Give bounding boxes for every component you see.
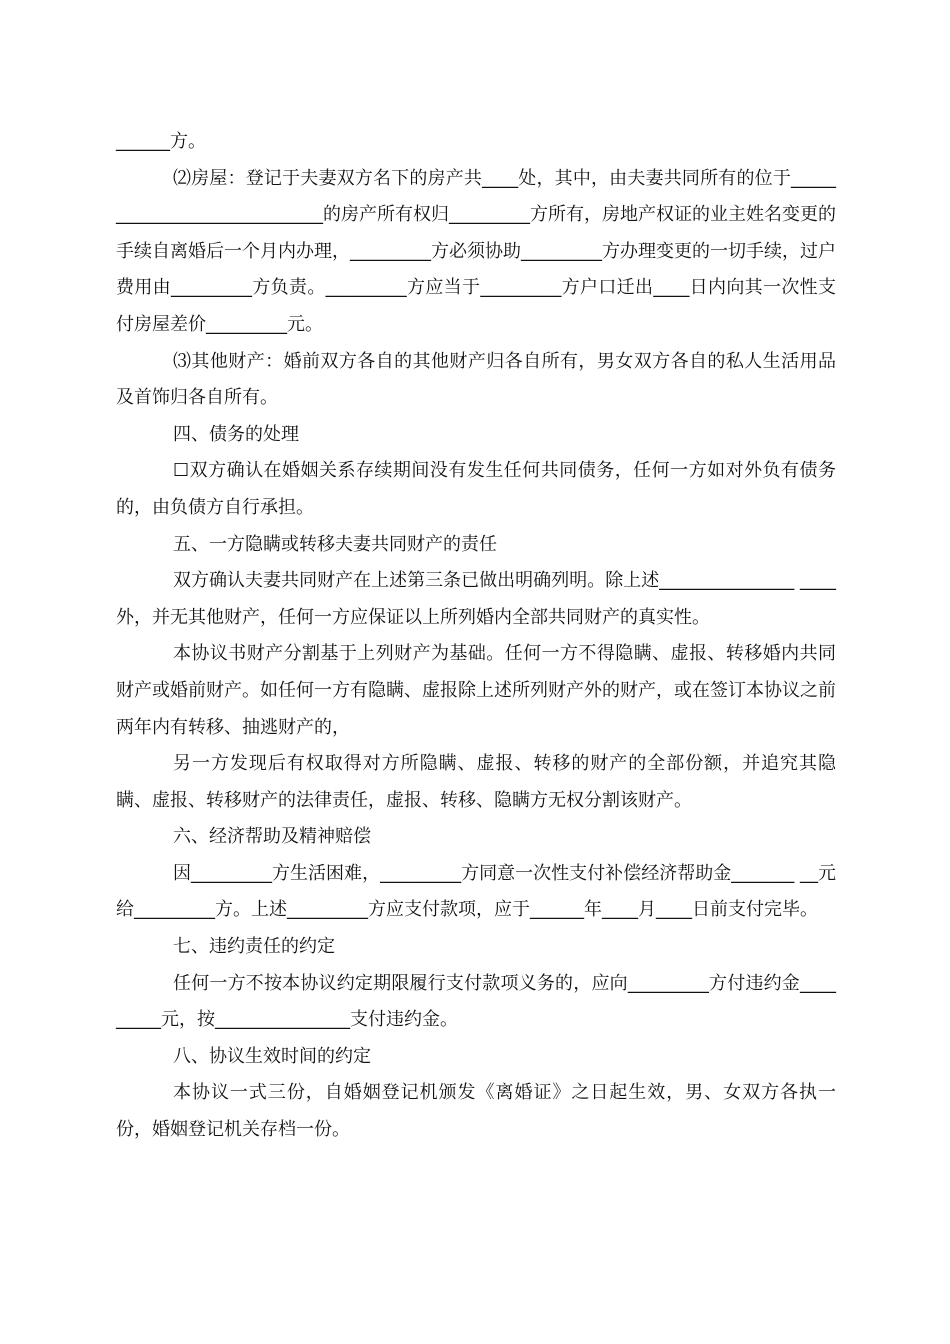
section-heading-compensation: 六、经济帮助及精神赔偿 <box>173 826 371 848</box>
paragraph-breach: 任何一方不按本协议约定期限履行支付款项义务的，应向_________方付违约金_________元，按_______________支付违约金。 <box>116 972 836 1031</box>
paragraph-party-line: ______方。 <box>116 131 206 152</box>
paragraph-effective-date: 本协议一式三份，自婚姻登记机颁发《离婚证》之日起生效，男、女双方各执一份，婚姻登记机关存档一份。 <box>116 1082 836 1141</box>
document-body <box>116 124 836 1149</box>
paragraph-debts: ☐双方确认在婚姻关系存续期间没有发生任何共同债务，任何一方如对外负有债务的，由负债方自行承担。 <box>116 460 836 518</box>
section-heading-effective-date: 八、协议生效时间的约定 <box>173 1045 371 1067</box>
paragraph-other-property: ⑶其他财产：婚前双方各自的其他财产归各自所有，男女双方各自的私人生活用品及首饰归各自所有。 <box>116 350 836 409</box>
paragraph-compensation: 因_________方生活困难，_________方同意一次性支付补偿经济帮助金_______ __元给_________方。上述_________方应支付款项，应于______年____月____日前支付完毕。 <box>116 862 836 921</box>
paragraph-concealment-3: 另一方发现后有权取得对方所隐瞒、虚报、转移的财产的全部份额，并追究其隐瞒、虚报、转移财产的法律责任，虚报、转移、隐瞒方无权分割该财产。 <box>116 753 836 811</box>
paragraph-concealment-1: 双方确认夫妻共同财产在上述第三条已做出明确列明。除上述_______________ ____外，并无其他财产，任何一方应保证以上所列婚内全部共同财产的真实性。 <box>116 570 836 628</box>
section-heading-breach: 七、违约责任的约定 <box>173 936 335 958</box>
section-heading-debts: 四、债务的处理 <box>173 423 299 445</box>
paragraph-concealment-2: 本协议书财产分割基于上列财产为基础。任何一方不得隐瞒、虚报、转移婚内共同财产或婚前财产。如任何一方有隐瞒、虚报除上述所列财产外的财产，或在签订本协议之前两年内有转移、抽逃财产的， <box>116 643 836 738</box>
paragraph-housing: ⑵房屋：登记于夫妻双方名下的房产共____处，其中，由夫妻共同所有的位于____________________________的房产所有权归_________方所有，房地产权证的业主姓名变更的手续自离婚后一个月内办理，_________方必须协助_________方办理变更的一切手续，过户费用由_________方负责。_________方应当于_________方户口迁出____日内向其一次性支付房屋差价_________元。 <box>116 167 836 335</box>
section-heading-concealment: 五、一方隐瞒或转移夫妻共同财产的责任 <box>173 533 497 555</box>
